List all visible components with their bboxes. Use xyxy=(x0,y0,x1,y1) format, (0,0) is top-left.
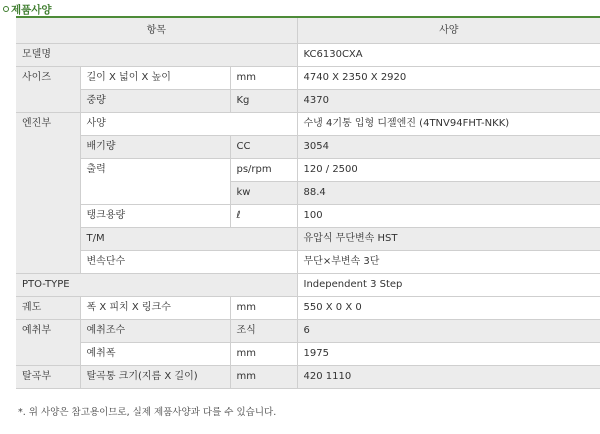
row-value: KC6130CXA xyxy=(297,44,600,67)
table-row-model xyxy=(16,44,600,67)
table-row-shift xyxy=(16,251,600,274)
row-category: 엔진부 xyxy=(16,113,80,274)
table-row-thresher xyxy=(16,366,600,389)
header-item: 항목 xyxy=(16,17,297,44)
row-unit: Kg xyxy=(230,90,297,113)
header-spec: 사양 xyxy=(297,17,600,44)
row-value: 유압식 무단변속 HST xyxy=(297,228,600,251)
table-row-displacement xyxy=(16,136,600,159)
row-value: 4370 xyxy=(297,90,600,113)
row-unit: ℓ xyxy=(230,205,297,228)
row-category: 사이즈 xyxy=(16,67,80,113)
row-item: 사양 xyxy=(80,113,297,136)
table-row-track xyxy=(16,297,600,320)
row-value: 120 / 2500 xyxy=(297,159,600,182)
spec-table xyxy=(16,16,600,389)
row-value: Independent 3 Step xyxy=(297,274,600,297)
row-category: 예취부 xyxy=(16,320,80,366)
row-unit: mm xyxy=(230,366,297,389)
row-item: T/M xyxy=(80,228,297,251)
table-row-weight xyxy=(16,90,600,113)
section-title-text: 제품사양 xyxy=(11,4,52,16)
table-header-row xyxy=(16,17,600,44)
row-value: 88.4 xyxy=(297,182,600,205)
row-item: 탱크용량 xyxy=(80,205,230,228)
row-category: 모델명 xyxy=(16,44,297,67)
row-value: 1975 xyxy=(297,343,600,366)
table-row-size xyxy=(16,67,600,90)
row-unit: kw xyxy=(230,182,297,205)
row-value: 550 X 0 X 0 xyxy=(297,297,600,320)
row-value: 6 xyxy=(297,320,600,343)
row-value: 4740 X 2350 X 2920 xyxy=(297,67,600,90)
row-item: 출력 xyxy=(80,159,230,205)
row-item: 길이 X 넓이 X 높이 xyxy=(80,67,230,90)
row-value: 무단×부변속 3단 xyxy=(297,251,600,274)
row-unit: mm xyxy=(230,343,297,366)
row-category: 궤도 xyxy=(16,297,80,320)
table-row-engine xyxy=(16,113,600,136)
row-unit: mm xyxy=(230,297,297,320)
table-row-pto xyxy=(16,274,600,297)
row-unit: ps/rpm xyxy=(230,159,297,182)
row-item: 폭 X 피치 X 링크수 xyxy=(80,297,230,320)
disclaimer-note: *. 위 사양은 참고용이므로, 실제 제품사양과 다를 수 있습니다. xyxy=(18,407,277,418)
row-unit: 조식 xyxy=(230,320,297,343)
row-value: 3054 xyxy=(297,136,600,159)
table-row-output xyxy=(16,159,600,182)
row-item: 예취조수 xyxy=(80,320,230,343)
table-row-tank xyxy=(16,205,600,228)
row-item: 변속단수 xyxy=(80,251,297,274)
row-item: 예취폭 xyxy=(80,343,230,366)
row-unit: CC xyxy=(230,136,297,159)
section-title xyxy=(3,4,52,16)
row-category: 탈곡부 xyxy=(16,366,80,389)
table-row-reaper-rows xyxy=(16,320,600,343)
circle-bullet-icon xyxy=(3,6,9,12)
row-value: 420 1110 xyxy=(297,366,600,389)
row-item: 배기량 xyxy=(80,136,230,159)
row-category: PTO-TYPE xyxy=(16,274,297,297)
row-item: 탈곡통 크기(지름 X 길이) xyxy=(80,366,230,389)
row-value: 100 xyxy=(297,205,600,228)
table-row-tm xyxy=(16,228,600,251)
row-unit: mm xyxy=(230,67,297,90)
row-value: 수냉 4기통 입형 디젤엔진 (4TNV94FHT-NKK) xyxy=(297,113,600,136)
row-item: 중량 xyxy=(80,90,230,113)
table-row-reaper-width xyxy=(16,343,600,366)
